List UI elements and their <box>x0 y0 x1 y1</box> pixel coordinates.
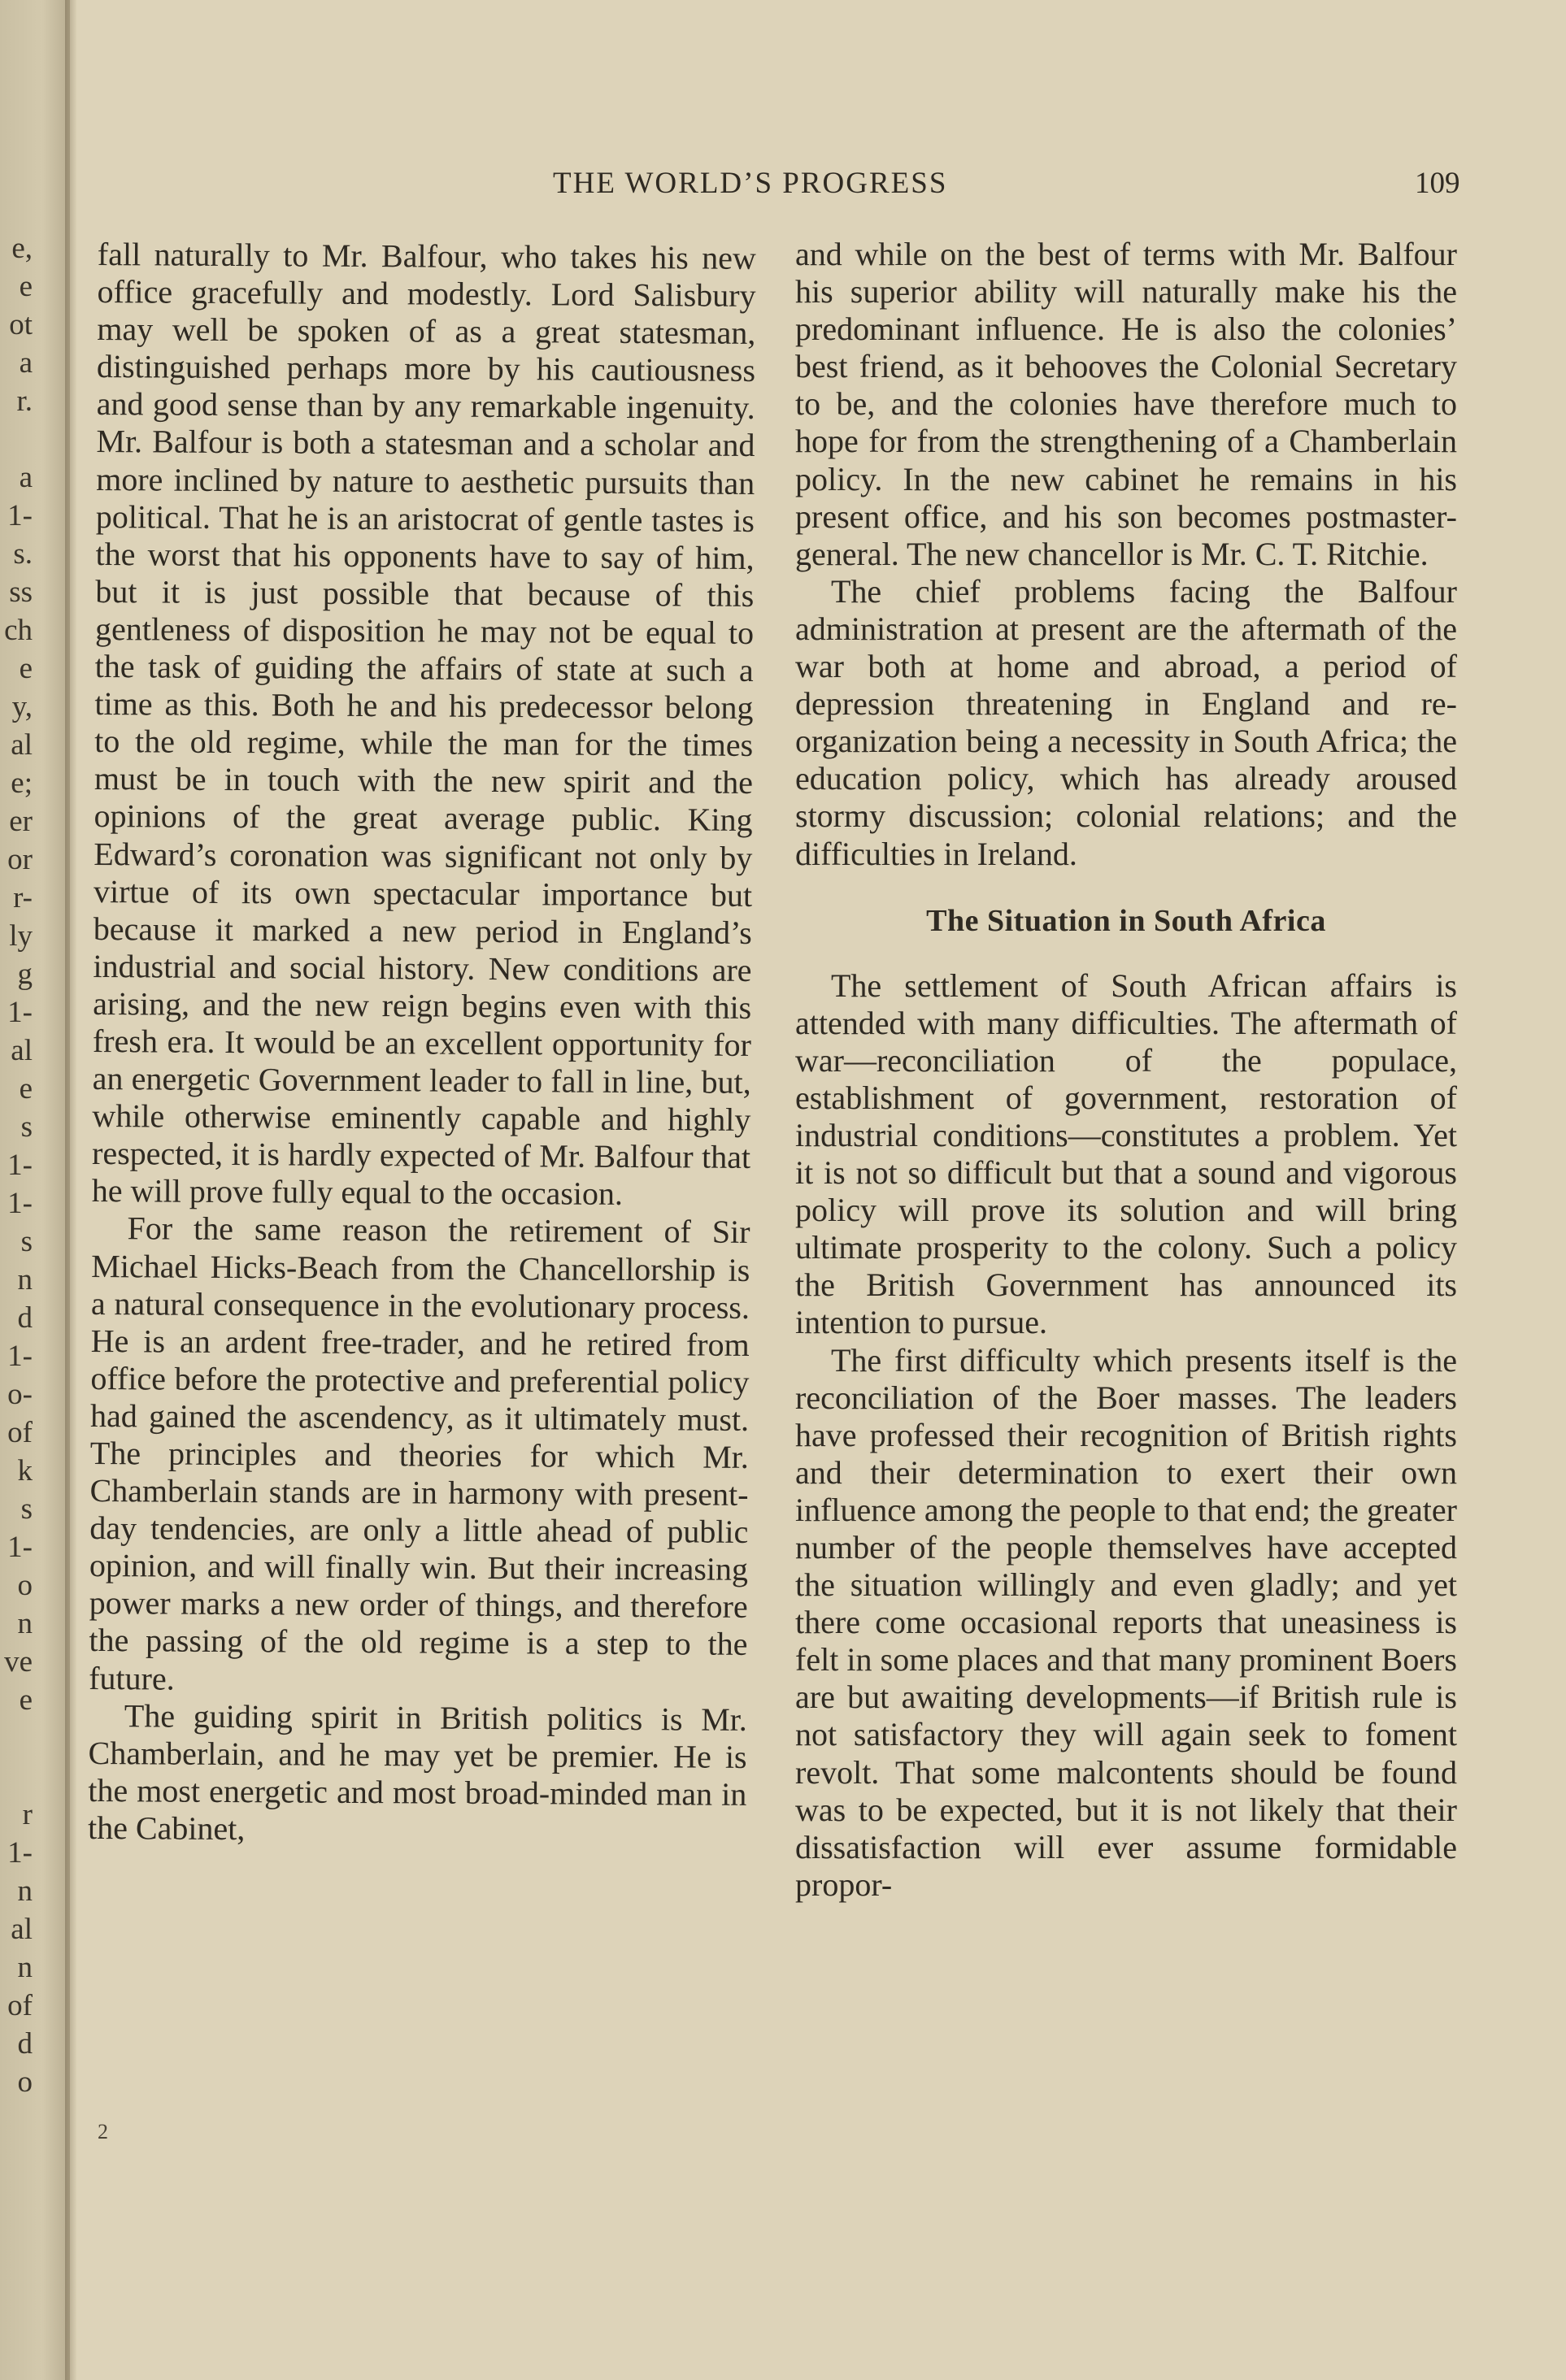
previous-page-fragment: e <box>19 1683 33 1717</box>
signature-mark: 2 <box>98 2120 108 2143</box>
previous-page-fragment: ve <box>4 1645 33 1679</box>
previous-page-fragment: ly <box>9 919 33 953</box>
previous-page-fragment: r- <box>13 881 33 914</box>
previous-page-fragment: d <box>17 1301 33 1335</box>
previous-page-fragment: ss <box>9 575 33 609</box>
left-column <box>88 236 756 1851</box>
paragraph: The settlement of South African affairs is attended with many difficulties. The aftermath of war—reconciliation of the populace, establishment of government, restoration of industrial conditions—constitutes a problem. Yet it is not so difficult but that a sound and vigorous policy will prove its solution and will bring ultimate prosperity to the colony. Such a policy the British Government has announced its intention to pursue. <box>795 966 1457 1341</box>
previous-page-fragment: ot <box>9 308 33 341</box>
previous-page-fragment: al <box>11 728 33 762</box>
previous-page-fragment: al <box>11 1034 33 1067</box>
previous-page-fragment: 1- <box>7 1531 33 1564</box>
previous-page-fragment: o <box>17 2065 33 2099</box>
previous-page-fragment: y, <box>11 690 33 723</box>
previous-page-fragment: g <box>17 958 33 991</box>
previous-page-fragment: of <box>7 1416 33 1449</box>
previous-page-fragment: e; <box>11 767 33 800</box>
section-heading: The Situation in South Africa <box>926 903 1326 938</box>
previous-page-fragment: 1- <box>7 1149 33 1182</box>
paragraph: The chief problems facing the Balfour administration at present are the aftermath of the war both at home and abroad, a period of depression threatening in England and re-organization being a necessity in South Africa; the education policy, which has already aroused stormy discussion; colonial relations; and the difficulties in Ireland. <box>795 572 1457 872</box>
previous-page-fragment: of <box>7 1989 33 2022</box>
previous-page-fragment: r <box>22 1798 33 1831</box>
running-title: THE WORLD’S PROGRESS <box>553 167 948 200</box>
page-header <box>0 166 1566 206</box>
previous-page-fragment: e <box>19 270 33 303</box>
previous-page-fragment: n <box>17 1874 33 1908</box>
previous-page-fragment: n <box>17 1607 33 1640</box>
previous-page-fragment: 1- <box>7 996 33 1029</box>
previous-page-fragment: o- <box>7 1378 33 1411</box>
previous-page-fragment: s. <box>13 537 33 571</box>
previous-page-fragment: 1- <box>7 1340 33 1373</box>
previous-page-fragment: s <box>20 1492 33 1526</box>
previous-page-fragment: s <box>20 1110 33 1144</box>
previous-page-fragment: n <box>17 1951 33 1984</box>
previous-page-fragment: a <box>19 461 33 494</box>
previous-page-fragment: er <box>9 805 33 838</box>
previous-page-fragment: s <box>20 1225 33 1258</box>
previous-page-fragment: e <box>19 1072 33 1105</box>
previous-page-fragment: o <box>17 1569 33 1602</box>
previous-page-fragment: 1- <box>7 1187 33 1220</box>
previous-page-fragment: e, <box>11 232 33 265</box>
previous-page-fragment: r. <box>16 384 33 418</box>
paragraph: The guiding spirit in British politics is Mr. Chamberlain, and he may yet be premier. He is the most energetic and most broad-minded man in the Cabinet, <box>87 1696 748 1848</box>
previous-page-fragment: 1- <box>7 499 33 532</box>
previous-page-fragment: n <box>17 1263 33 1296</box>
paragraph: The first difficulty which presents itself is the reconciliation of the Boer masses. The leaders have professed their recognition of British rights and their determination to exert their own influence among the people to that end; the greater number of the people themselves have accepted the situation willingly and even gladly; and yet there come occasional reports that uneasiness is felt in some places and that many prominent Boers are but awaiting developments—if British rule is not satisfactory they will again seek to foment revolt. That some malcontents should be found was to be expected, but it is not likely that their dissatisfaction will ever assume formidable propor- <box>795 1341 1457 1903</box>
previous-page-fragment: k <box>17 1454 33 1488</box>
previous-page-fragment: al <box>11 1913 33 1946</box>
previous-page-fragment: a <box>19 346 33 380</box>
previous-page-fragment: d <box>17 2027 33 2061</box>
paragraph: For the same reason the retirement of Sir Michael Hicks-Beach from the Chancellorship is a natural consequence in the evolutionary process. He is an ardent free-trader, and he retired from office before the protective and preferential policy had gained the ascendency, as it ultimately must. The principles and theories for which Mr. Chamberlain stands are in harmony with present-day tendencies, are only a little ahead of public opinion, and will finally win. But their increasing power marks a new order of things, and therefore the passing of the old regime is a step to the future. <box>89 1210 750 1697</box>
paragraph: fall naturally to Mr. Balfour, who takes his new office gracefully and modestly. Lord Salisbury may well be spoken of as a great statesman, distinguished perhaps more by his cautiousness and good sense than by any remarkable ingenuity. Mr. Balfour is both a statesman and a scholar and more inclined by nature to aesthetic pursuits than political. That he is an aristocrat of gentle tastes is the worst that his opponents have to say of him, but it is just possible that because of this gentleness of disposition he may not be equal to the task of guiding the affairs of state at such a time as this. Both he and his predecessor belong to the old regime, while the man for the times must be in touch with the new spirit and the opinions of the great average public. King Edward’s coronation was significant not only by virtue of its own spectacular importance but because it marked a new period in England’s industrial and social history. New conditions are arising, and the new reign begins even with this fresh era. It would be an excellent opportunity for an energetic Government leader to fall in line, but, while otherwise eminently capable and highly respected, it is hardly expected of Mr. Balfour that he will prove fully equal to the occasion. <box>91 236 756 1213</box>
previous-page-fragments <box>0 229 33 2101</box>
previous-page-fragment: 1- <box>7 1836 33 1870</box>
paragraph: and while on the best of terms with Mr. Balfour his superior ability will naturally make his the predominant influence. He is also the colonies’ best friend, as it behooves the Colonial Secretary to be, and the colonies have therefore much to hope for from the strengthening of a Chamberlain policy. In the new cabinet he remains in his present office, and his son becomes postmaster-general. The new chancellor is Mr. C. T. Ritchie. <box>795 236 1457 572</box>
previous-page-fragment: or <box>7 843 33 876</box>
previous-page-fragment: ch <box>4 614 33 647</box>
right-column <box>795 236 1457 1904</box>
previous-page-fragment: e <box>19 652 33 685</box>
previous-page-fragment <box>0 1719 33 1757</box>
previous-page-fragment <box>0 1757 33 1796</box>
gutter-shadow <box>65 0 76 2380</box>
previous-page-fragment <box>0 420 33 458</box>
page-number: 109 <box>1415 167 1460 200</box>
